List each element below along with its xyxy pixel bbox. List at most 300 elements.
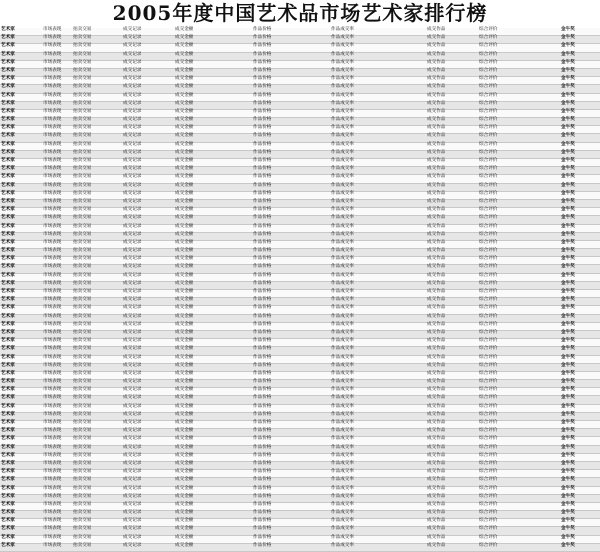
- table-cell: 市场表现: [42, 371, 72, 379]
- table-cell: 作品成交率: [330, 306, 426, 314]
- table-cell: 综合评价: [478, 339, 560, 347]
- table-cell: 金牛奖: [560, 199, 600, 207]
- table-row: [0, 396, 600, 404]
- table-cell: 艺术家: [0, 322, 42, 330]
- table-cell: 市场表现: [42, 118, 72, 126]
- table-cell: 市场表现: [42, 208, 72, 216]
- table-cell: 作品成交率: [330, 290, 426, 298]
- table-cell: 作品成交率: [330, 240, 426, 248]
- table-cell: 成交金额: [174, 150, 252, 158]
- table-cell: 综合评价: [478, 134, 560, 142]
- table-cell: 成交记录: [122, 183, 174, 191]
- table-cell: 金牛奖: [560, 298, 600, 306]
- table-row: [0, 478, 600, 486]
- table-cell: 作品价格: [252, 183, 330, 191]
- table-cell: 拍卖交易: [72, 306, 122, 314]
- table-cell: 作品价格: [252, 191, 330, 199]
- table-cell: 成交作品: [426, 445, 478, 453]
- table-cell: 作品成交率: [330, 453, 426, 461]
- table-cell: 拍卖交易: [72, 355, 122, 363]
- table-cell: 综合评价: [478, 93, 560, 101]
- table-cell: 拍卖交易: [72, 511, 122, 519]
- table-cell: 综合评价: [478, 118, 560, 126]
- table-cell: 作品价格: [252, 101, 330, 109]
- table-cell: 综合评价: [478, 183, 560, 191]
- table-cell: 市场表现: [42, 93, 72, 101]
- table-cell: 金牛奖: [560, 85, 600, 93]
- table-cell: 成交记录: [122, 199, 174, 207]
- table-cell: 作品成交率: [330, 371, 426, 379]
- table-cell: 艺术家: [0, 412, 42, 420]
- table-cell: 综合评价: [478, 199, 560, 207]
- table-cell: 成交作品: [426, 44, 478, 52]
- table-cell: 成交金额: [174, 453, 252, 461]
- table-cell: 综合评价: [478, 191, 560, 199]
- table-cell: 综合评价: [478, 273, 560, 281]
- table-cell: 艺术家: [0, 216, 42, 224]
- table-cell: 综合评价: [478, 445, 560, 453]
- table-cell: 作品价格: [252, 511, 330, 519]
- table-cell: 作品价格: [252, 68, 330, 76]
- table-cell: 成交金额: [174, 339, 252, 347]
- table-cell: 作品价格: [252, 347, 330, 355]
- table-cell: 成交金额: [174, 380, 252, 388]
- table-cell: 金牛奖: [560, 28, 600, 36]
- table-cell: 市场表现: [42, 298, 72, 306]
- table-cell: 成交记录: [122, 478, 174, 486]
- table-cell: 成交作品: [426, 118, 478, 126]
- table-cell: 成交记录: [122, 396, 174, 404]
- table-cell: 艺术家: [0, 478, 42, 486]
- table-cell: 成交作品: [426, 371, 478, 379]
- table-cell: 拍卖交易: [72, 93, 122, 101]
- table-cell: 成交记录: [122, 421, 174, 429]
- table-cell: 作品成交率: [330, 257, 426, 265]
- table-cell: 金牛奖: [560, 453, 600, 461]
- table-cell: 成交记录: [122, 363, 174, 371]
- table-cell: 拍卖交易: [72, 371, 122, 379]
- table-cell: 艺术家: [0, 191, 42, 199]
- table-cell: 综合评价: [478, 159, 560, 167]
- table-cell: 艺术家: [0, 339, 42, 347]
- table-cell: 金牛奖: [560, 412, 600, 420]
- table-cell: 成交记录: [122, 257, 174, 265]
- table-cell: 成交金额: [174, 494, 252, 502]
- table-cell: 艺术家: [0, 396, 42, 404]
- table-cell: 成交作品: [426, 273, 478, 281]
- table-cell: 拍卖交易: [72, 453, 122, 461]
- table-cell: 综合评价: [478, 347, 560, 355]
- table-cell: 作品价格: [252, 52, 330, 60]
- table-cell: 综合评价: [478, 85, 560, 93]
- table-cell: 艺术家: [0, 60, 42, 68]
- table-cell: 综合评价: [478, 208, 560, 216]
- table-cell: 综合评价: [478, 437, 560, 445]
- table-cell: 艺术家: [0, 363, 42, 371]
- table-cell: 综合评价: [478, 330, 560, 338]
- table-cell: 拍卖交易: [72, 208, 122, 216]
- table-cell: 成交记录: [122, 126, 174, 134]
- table-cell: 作品价格: [252, 109, 330, 117]
- table-cell: 市场表现: [42, 445, 72, 453]
- table-cell: 作品价格: [252, 306, 330, 314]
- table-cell: 综合评价: [478, 363, 560, 371]
- table-cell: 作品价格: [252, 118, 330, 126]
- table-cell: 拍卖交易: [72, 543, 122, 551]
- table-cell: 成交作品: [426, 519, 478, 527]
- table-cell: 成交记录: [122, 380, 174, 388]
- table-cell: 市场表现: [42, 396, 72, 404]
- table-cell: 成交作品: [426, 421, 478, 429]
- table-cell: 金牛奖: [560, 429, 600, 437]
- table-cell: 成交金额: [174, 134, 252, 142]
- table-cell: 金牛奖: [560, 134, 600, 142]
- table-cell: 艺术家: [0, 494, 42, 502]
- table-cell: 综合评价: [478, 150, 560, 158]
- table-cell: 成交记录: [122, 298, 174, 306]
- table-cell: 艺术家: [0, 257, 42, 265]
- table-cell: 综合评价: [478, 232, 560, 240]
- table-cell: 艺术家: [0, 126, 42, 134]
- table-cell: 艺术家: [0, 445, 42, 453]
- table-cell: 作品成交率: [330, 535, 426, 543]
- table-cell: 金牛奖: [560, 142, 600, 150]
- table-cell: 金牛奖: [560, 494, 600, 502]
- table-cell: 拍卖交易: [72, 437, 122, 445]
- table-cell: 成交作品: [426, 502, 478, 510]
- table-cell: 作品成交率: [330, 118, 426, 126]
- table-cell: 成交记录: [122, 118, 174, 126]
- table-cell: 作品价格: [252, 85, 330, 93]
- table-cell: 作品成交率: [330, 511, 426, 519]
- table-cell: 艺术家: [0, 298, 42, 306]
- table-cell: 金牛奖: [560, 118, 600, 126]
- table-row: [0, 85, 600, 93]
- table-cell: 成交记录: [122, 322, 174, 330]
- table-cell: 成交金额: [174, 314, 252, 322]
- table-cell: 金牛奖: [560, 216, 600, 224]
- table-cell: 成交作品: [426, 134, 478, 142]
- table-cell: 作品价格: [252, 470, 330, 478]
- table-cell: 作品价格: [252, 478, 330, 486]
- table-cell: 成交记录: [122, 101, 174, 109]
- table-cell: 成交作品: [426, 437, 478, 445]
- table-cell: 作品价格: [252, 380, 330, 388]
- table-cell: 艺术家: [0, 134, 42, 142]
- table-cell: 成交作品: [426, 60, 478, 68]
- table-cell: 艺术家: [0, 330, 42, 338]
- table-cell: 市场表现: [42, 339, 72, 347]
- table-cell: 金牛奖: [560, 355, 600, 363]
- table-cell: 金牛奖: [560, 273, 600, 281]
- table-cell: 市场表现: [42, 191, 72, 199]
- table-cell: 成交记录: [122, 453, 174, 461]
- table-cell: 成交金额: [174, 126, 252, 134]
- table-cell: 作品成交率: [330, 208, 426, 216]
- table-cell: 成交作品: [426, 322, 478, 330]
- table-cell: 市场表现: [42, 199, 72, 207]
- table-cell: 作品价格: [252, 437, 330, 445]
- table-cell: 市场表现: [42, 404, 72, 412]
- table-cell: 拍卖交易: [72, 257, 122, 265]
- table-cell: 拍卖交易: [72, 126, 122, 134]
- table-cell: 市场表现: [42, 44, 72, 52]
- table-cell: 成交记录: [122, 502, 174, 510]
- table-cell: 金牛奖: [560, 232, 600, 240]
- table-cell: 成交作品: [426, 453, 478, 461]
- table-cell: 成交记录: [122, 249, 174, 257]
- table-cell: 拍卖交易: [72, 68, 122, 76]
- table-cell: 金牛奖: [560, 371, 600, 379]
- table-cell: 作品成交率: [330, 199, 426, 207]
- table-cell: 成交金额: [174, 257, 252, 265]
- table-cell: 市场表现: [42, 249, 72, 257]
- table-cell: 综合评价: [478, 404, 560, 412]
- table-cell: 作品价格: [252, 322, 330, 330]
- table-cell: 成交记录: [122, 290, 174, 298]
- table-cell: 艺术家: [0, 175, 42, 183]
- table-cell: 艺术家: [0, 118, 42, 126]
- table-cell: 作品价格: [252, 159, 330, 167]
- table-cell: 作品成交率: [330, 126, 426, 134]
- table-cell: 金牛奖: [560, 535, 600, 543]
- table-cell: 拍卖交易: [72, 36, 122, 44]
- table-cell: 综合评价: [478, 486, 560, 494]
- table-cell: 成交记录: [122, 159, 174, 167]
- table-cell: 成交记录: [122, 216, 174, 224]
- table-cell: 作品价格: [252, 396, 330, 404]
- table-cell: 综合评价: [478, 77, 560, 85]
- table-cell: 综合评价: [478, 461, 560, 469]
- table-cell: 综合评价: [478, 257, 560, 265]
- table-cell: 市场表现: [42, 68, 72, 76]
- table-cell: 成交记录: [122, 167, 174, 175]
- table-cell: 市场表现: [42, 159, 72, 167]
- table-cell: 成交记录: [122, 93, 174, 101]
- table-cell: 拍卖交易: [72, 298, 122, 306]
- table-cell: 成交金额: [174, 77, 252, 85]
- table-cell: 艺术家: [0, 306, 42, 314]
- table-cell: 拍卖交易: [72, 339, 122, 347]
- table-cell: 作品成交率: [330, 281, 426, 289]
- table-cell: 金牛奖: [560, 314, 600, 322]
- table-cell: 成交金额: [174, 543, 252, 551]
- table-cell: 成交金额: [174, 437, 252, 445]
- table-cell: 成交作品: [426, 298, 478, 306]
- table-cell: 市场表现: [42, 486, 72, 494]
- table-cell: 成交记录: [122, 347, 174, 355]
- table-cell: 作品成交率: [330, 298, 426, 306]
- table-cell: 成交金额: [174, 85, 252, 93]
- table-cell: 成交金额: [174, 28, 252, 36]
- table-row: [0, 306, 600, 314]
- table-cell: 作品价格: [252, 535, 330, 543]
- table-cell: 拍卖交易: [72, 380, 122, 388]
- table-cell: 成交作品: [426, 429, 478, 437]
- table-cell: 拍卖交易: [72, 502, 122, 510]
- table-cell: 拍卖交易: [72, 150, 122, 158]
- table-cell: 成交金额: [174, 347, 252, 355]
- table-cell: 成交金额: [174, 183, 252, 191]
- table-cell: 成交金额: [174, 322, 252, 330]
- table-cell: 成交作品: [426, 142, 478, 150]
- table-cell: 金牛奖: [560, 109, 600, 117]
- table-cell: 成交金额: [174, 298, 252, 306]
- table-cell: 成交记录: [122, 535, 174, 543]
- table-cell: 作品成交率: [330, 502, 426, 510]
- table-cell: 成交作品: [426, 240, 478, 248]
- table-cell: 成交作品: [426, 208, 478, 216]
- table-cell: 作品价格: [252, 240, 330, 248]
- table-row: [0, 93, 600, 101]
- table-cell: 作品价格: [252, 339, 330, 347]
- table-cell: 艺术家: [0, 150, 42, 158]
- table-cell: 成交金额: [174, 486, 252, 494]
- table-cell: 作品成交率: [330, 404, 426, 412]
- table-cell: 艺术家: [0, 52, 42, 60]
- table-cell: 综合评价: [478, 109, 560, 117]
- table-row: [0, 216, 600, 224]
- table-cell: 作品价格: [252, 445, 330, 453]
- table-cell: 市场表现: [42, 429, 72, 437]
- table-cell: 成交作品: [426, 306, 478, 314]
- table-cell: 金牛奖: [560, 240, 600, 248]
- table-cell: 拍卖交易: [72, 273, 122, 281]
- table-cell: 市场表现: [42, 150, 72, 158]
- page-title: 2005年度中国艺术品市场艺术家排行榜: [112, 1, 488, 25]
- table-cell: 成交记录: [122, 28, 174, 36]
- table-cell: 市场表现: [42, 347, 72, 355]
- table-cell: 综合评价: [478, 224, 560, 232]
- table-cell: 成交记录: [122, 85, 174, 93]
- table-cell: 金牛奖: [560, 150, 600, 158]
- table-row: [0, 355, 600, 363]
- table-cell: 综合评价: [478, 175, 560, 183]
- table-cell: 成交记录: [122, 412, 174, 420]
- table-cell: 金牛奖: [560, 175, 600, 183]
- table-cell: 金牛奖: [560, 527, 600, 535]
- table-cell: 金牛奖: [560, 543, 600, 551]
- table-cell: 作品成交率: [330, 322, 426, 330]
- table-cell: 作品价格: [252, 257, 330, 265]
- table-cell: 市场表现: [42, 60, 72, 68]
- table-cell: 作品价格: [252, 371, 330, 379]
- table-cell: 金牛奖: [560, 306, 600, 314]
- table-cell: 成交作品: [426, 191, 478, 199]
- table-cell: 作品成交率: [330, 339, 426, 347]
- table-cell: 市场表现: [42, 224, 72, 232]
- table-cell: 综合评价: [478, 388, 560, 396]
- table-cell: 作品成交率: [330, 150, 426, 158]
- table-cell: 综合评价: [478, 36, 560, 44]
- table-cell: 作品价格: [252, 453, 330, 461]
- table-cell: 成交作品: [426, 543, 478, 551]
- table-cell: 成交记录: [122, 404, 174, 412]
- table-cell: 成交记录: [122, 281, 174, 289]
- table-cell: 成交作品: [426, 77, 478, 85]
- table-cell: 综合评价: [478, 126, 560, 134]
- table-cell: 作品成交率: [330, 527, 426, 535]
- table-row: [0, 543, 600, 551]
- table-cell: 作品价格: [252, 412, 330, 420]
- table-cell: 作品成交率: [330, 232, 426, 240]
- table-cell: 成交作品: [426, 224, 478, 232]
- table-cell: 作品价格: [252, 126, 330, 134]
- table-cell: 成交记录: [122, 68, 174, 76]
- table-cell: 拍卖交易: [72, 494, 122, 502]
- table-cell: 市场表现: [42, 28, 72, 36]
- table-cell: 拍卖交易: [72, 52, 122, 60]
- table-cell: 综合评价: [478, 494, 560, 502]
- table-cell: 拍卖交易: [72, 347, 122, 355]
- table-cell: 金牛奖: [560, 183, 600, 191]
- table-cell: 市场表现: [42, 543, 72, 551]
- table-cell: 成交作品: [426, 52, 478, 60]
- table-cell: 艺术家: [0, 224, 42, 232]
- table-cell: 作品价格: [252, 44, 330, 52]
- table-cell: 成交金额: [174, 535, 252, 543]
- table-cell: 成交作品: [426, 290, 478, 298]
- table-cell: 金牛奖: [560, 396, 600, 404]
- table-cell: 成交作品: [426, 396, 478, 404]
- table-cell: 市场表现: [42, 290, 72, 298]
- table-cell: 艺术家: [0, 371, 42, 379]
- table-cell: 作品价格: [252, 150, 330, 158]
- table-cell: 成交金额: [174, 511, 252, 519]
- table-cell: 拍卖交易: [72, 44, 122, 52]
- table-cell: 拍卖交易: [72, 240, 122, 248]
- table-cell: 成交作品: [426, 216, 478, 224]
- table-cell: 成交记录: [122, 461, 174, 469]
- table-cell: 作品成交率: [330, 478, 426, 486]
- table-cell: 作品价格: [252, 28, 330, 36]
- table-cell: 成交金额: [174, 371, 252, 379]
- table-cell: 成交作品: [426, 330, 478, 338]
- table-row: [0, 437, 600, 445]
- table-cell: 拍卖交易: [72, 159, 122, 167]
- table-cell: 金牛奖: [560, 404, 600, 412]
- table-cell: 作品价格: [252, 527, 330, 535]
- table-cell: 成交金额: [174, 265, 252, 273]
- table-cell: 成交金额: [174, 527, 252, 535]
- table-cell: 成交作品: [426, 339, 478, 347]
- table-cell: 成交记录: [122, 150, 174, 158]
- table-cell: 成交金额: [174, 240, 252, 248]
- table-cell: 作品成交率: [330, 494, 426, 502]
- table-cell: 艺术家: [0, 273, 42, 281]
- table-cell: 作品价格: [252, 273, 330, 281]
- table-cell: 市场表现: [42, 421, 72, 429]
- table-cell: 作品成交率: [330, 224, 426, 232]
- table-cell: 市场表现: [42, 134, 72, 142]
- table-cell: 成交金额: [174, 412, 252, 420]
- table-cell: 拍卖交易: [72, 322, 122, 330]
- table-cell: 作品价格: [252, 249, 330, 257]
- table-cell: 综合评价: [478, 298, 560, 306]
- table-cell: 作品价格: [252, 519, 330, 527]
- table-cell: 作品价格: [252, 502, 330, 510]
- table-cell: 作品成交率: [330, 273, 426, 281]
- table-cell: 拍卖交易: [72, 281, 122, 289]
- table-cell: 成交金额: [174, 502, 252, 510]
- table-cell: 市场表现: [42, 453, 72, 461]
- table-cell: 成交记录: [122, 437, 174, 445]
- table-cell: 成交作品: [426, 380, 478, 388]
- table-cell: 综合评价: [478, 543, 560, 551]
- table-cell: 金牛奖: [560, 60, 600, 68]
- table-cell: 金牛奖: [560, 363, 600, 371]
- table-cell: 拍卖交易: [72, 167, 122, 175]
